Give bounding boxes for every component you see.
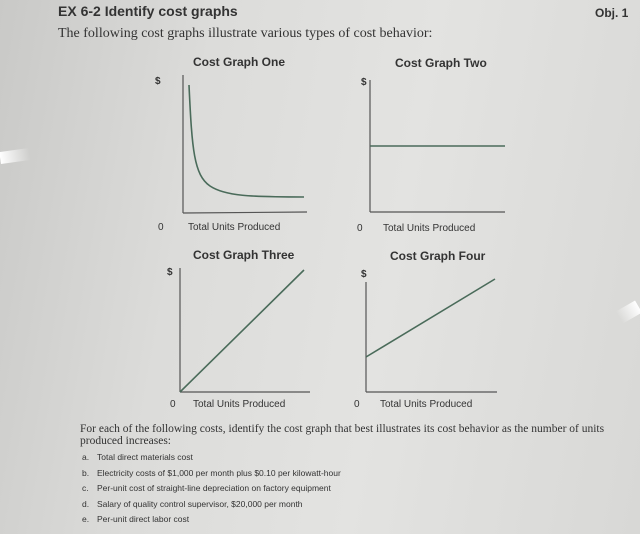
item-text: Electricity costs of $1,000 per month plus $0.10 per kilowatt-hour <box>97 467 341 478</box>
list-item <box>82 450 341 466</box>
graph-two-plot <box>370 80 505 212</box>
graph-four-title: Cost Graph Four <box>390 249 486 263</box>
graph-three-cost-line <box>180 270 304 392</box>
graph-one-y-label: $ <box>155 76 161 87</box>
list-item <box>82 512 341 528</box>
graph-two-origin: 0 <box>357 223 363 234</box>
list-item <box>82 481 341 497</box>
graph-three-x-label: Total Units Produced <box>193 399 286 410</box>
exercise-title: EX 6-2 Identify cost graphs <box>58 3 238 19</box>
list-item <box>82 497 341 513</box>
list-item <box>82 466 341 482</box>
graph-one-x-axis <box>183 212 307 213</box>
graph-one-origin: 0 <box>158 222 164 233</box>
item-text: Total direct materials cost <box>97 452 193 462</box>
item-text: Salary of quality control supervisor, $20,000 per month <box>97 498 303 509</box>
graph-three-title: Cost Graph Three <box>193 248 295 262</box>
item-letter: b. <box>82 467 90 478</box>
item-letter: c. <box>82 483 89 493</box>
graph-two-y-label: $ <box>361 77 367 88</box>
graph-one-plot <box>183 75 307 213</box>
item-text: Per-unit cost of straight-line depreciation on factory equipment <box>97 483 331 493</box>
graph-one-title: Cost Graph One <box>193 55 286 69</box>
graph-four-cost-line <box>366 279 495 357</box>
objective-label: Obj. 1 <box>595 6 629 20</box>
graph-one-cost-curve <box>189 85 304 197</box>
graph-three-y-label: $ <box>167 267 173 278</box>
graph-two-x-label: Total Units Produced <box>383 223 476 234</box>
item-letter: a. <box>82 452 90 462</box>
graph-four-y-label: $ <box>361 269 367 280</box>
graph-one-x-label: Total Units Produced <box>188 222 281 233</box>
item-letter: e. <box>82 514 90 524</box>
graph-four-origin: 0 <box>354 399 360 410</box>
cost-items-list <box>82 450 341 528</box>
graph-three-plot <box>180 268 310 392</box>
question-text: For each of the following costs, identify the cost graph that best illustrates its cost behavior as the number of units produced increases: <box>80 423 605 447</box>
graph-four-plot <box>366 279 497 392</box>
intro-text: The following cost graphs illustrate various types of cost behavior: <box>58 26 433 41</box>
item-text: Per-unit direct labor cost <box>97 514 190 524</box>
graph-two-title: Cost Graph Two <box>395 56 487 70</box>
graph-three-origin: 0 <box>170 399 176 410</box>
graph-four-x-label: Total Units Produced <box>380 399 473 410</box>
item-letter: d. <box>82 498 90 509</box>
